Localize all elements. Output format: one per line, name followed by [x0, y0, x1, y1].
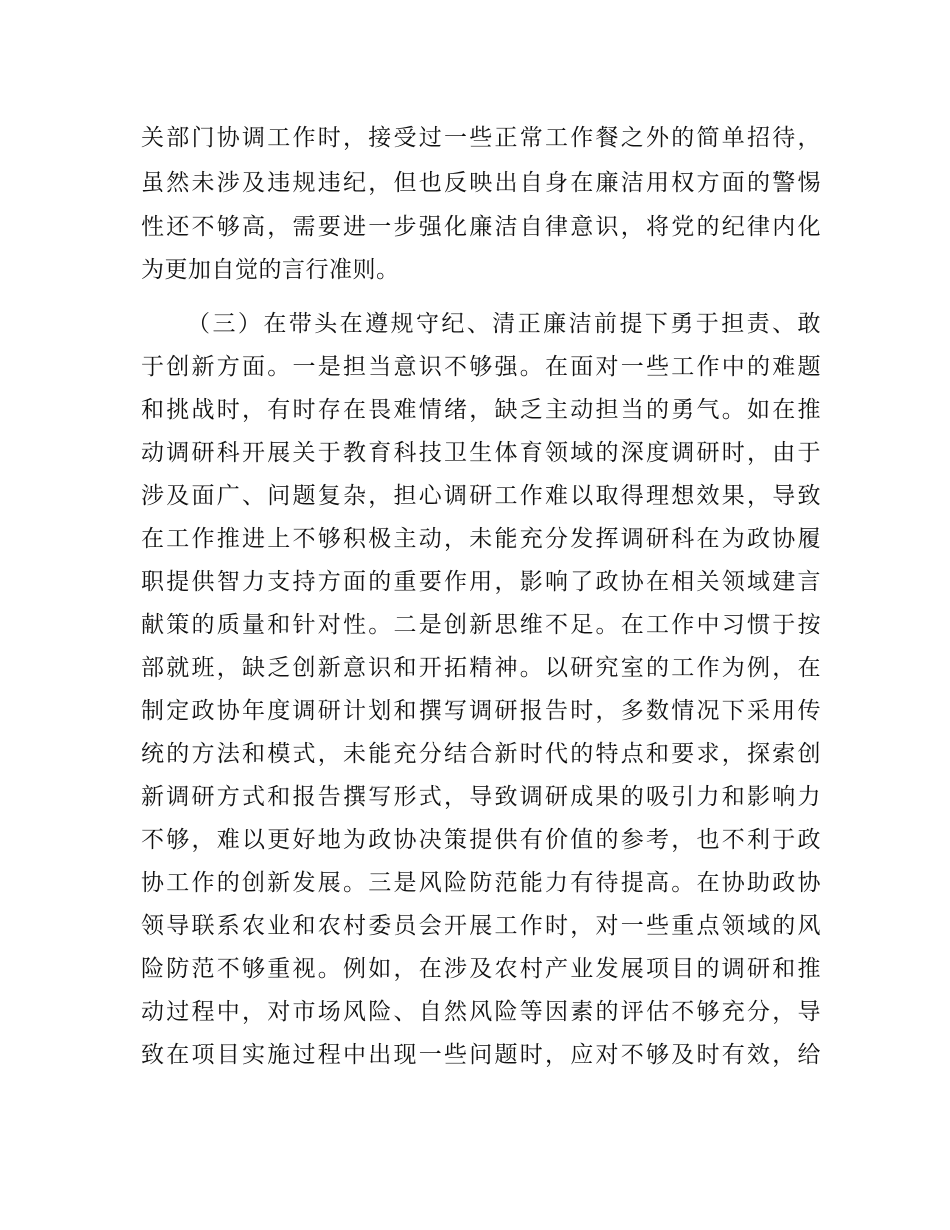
- paragraph-1-line-4: 为更加自觉的言行准则。: [141, 257, 400, 283]
- paragraph-2-line-13: 不够，难以更好地为政协决策提供有价值的参考，也不利于政: [141, 827, 821, 853]
- paragraph-2-line-6: 在工作推进上不够积极主动，未能充分发挥调研科在为政协履: [141, 526, 821, 552]
- paragraph-2-line-4: 动调研科开展关于教育科技卫生体育领域的深度调研时，由于: [141, 440, 821, 466]
- paragraph-2-line-16: 险防范不够重视。例如，在涉及农村产业发展项目的调研和推: [141, 956, 821, 982]
- paragraph-2-line-18: 致在项目实施过程中出现一些问题时，应对不够及时有效，给: [141, 1042, 821, 1068]
- paragraph-2-line-14: 协工作的创新发展。三是风险防范能力有待提高。在协助政协: [141, 870, 821, 896]
- paragraph-1-line-2: 虽然未涉及违规违纪，但也反映出自身在廉洁用权方面的警惕: [141, 170, 821, 196]
- paragraph-2-line-5: 涉及面广、问题复杂，担心调研工作难以取得理想效果，导致: [141, 483, 821, 509]
- paragraph-2-line-3: 和挑战时，有时存在畏难情绪，缺乏主动担当的勇气。如在推: [141, 397, 821, 423]
- paragraph-1-line-1: 关部门协调工作时，接受过一些正常工作餐之外的简单招待，: [141, 125, 821, 151]
- paragraph-2-line-15: 领导联系农业和农村委员会开展工作时，对一些重点领域的风: [141, 913, 821, 939]
- paragraph-1-line-3: 性还不够高，需要进一步强化廉洁自律意识，将党的纪律内化: [141, 214, 821, 240]
- paragraph-2-line-17: 动过程中，对市场风险、自然风险等因素的评估不够充分，导: [141, 999, 821, 1025]
- paragraph-2-line-10: 制定政协年度调研计划和撰写调研报告时，多数情况下采用传: [141, 698, 821, 724]
- paragraph-2-line-11: 统的方法和模式，未能充分结合新时代的特点和要求，探索创: [141, 741, 821, 767]
- paragraph-2-line-9: 部就班，缺乏创新意识和开拓精神。以研究室的工作为例，在: [141, 655, 821, 681]
- paragraph-2-line-2: 于创新方面。一是担当意识不够强。在面对一些工作中的难题: [141, 354, 821, 380]
- paragraph-2-line-12: 新调研方式和报告撰写形式，导致调研成果的吸引力和影响力: [141, 784, 821, 810]
- paragraph-2-line-8: 献策的质量和针对性。二是创新思维不足。在工作中习惯于按: [141, 612, 821, 638]
- paragraph-2-line-7: 职提供智力支持方面的重要作用，影响了政协在相关领域建言: [141, 569, 821, 595]
- paragraph-2-line-1: （三）在带头在遵规守纪、清正廉洁前提下勇于担责、敢: [187, 311, 821, 337]
